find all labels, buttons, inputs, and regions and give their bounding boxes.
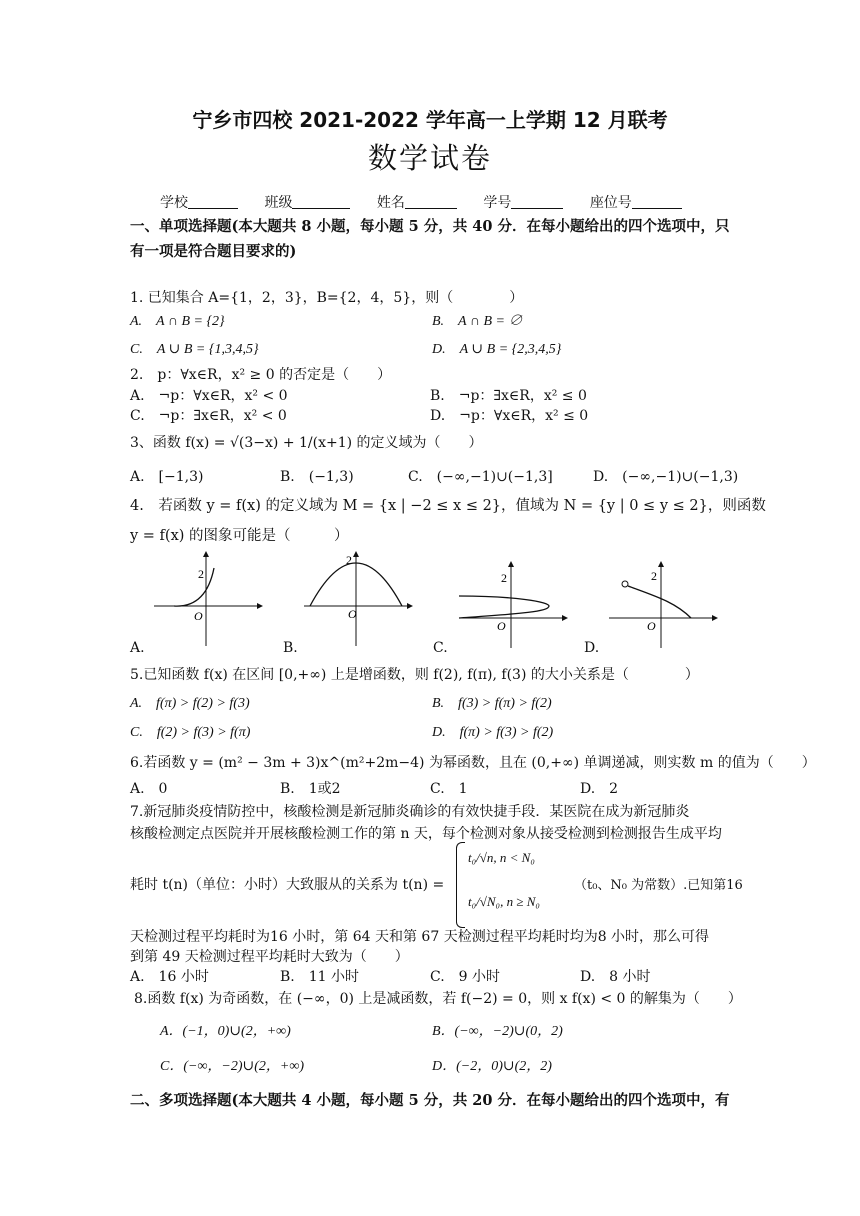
graph-a-tick: 2 xyxy=(198,567,204,581)
q7-line5: 到第 49 天检测过程平均耗时大致为（ ） xyxy=(130,949,409,965)
q6-option-b[interactable]: B. 1或2 xyxy=(280,781,341,797)
exam-title: 宁乡市四校 2021-2022 学年高一上学期 12 月联考 xyxy=(192,108,668,132)
q6-option-a[interactable]: A. 0 xyxy=(130,781,168,797)
graph-a-origin: O xyxy=(194,609,203,623)
q2-option-b[interactable]: B. ¬p：∃x∈R，x² ≤ 0 xyxy=(430,388,587,404)
q7-option-d[interactable]: D. 8 小时 xyxy=(580,969,651,985)
q3-option-b[interactable]: B. (−1,3) xyxy=(280,469,354,485)
q8-option-b[interactable]: B．(−∞，−2)∪(0，2) xyxy=(432,1024,563,1039)
info-label-class: 班级 xyxy=(264,195,293,211)
q6-stem: 6.若函数 y = (m² − 3m + 3)x^(m²+2m−4) 为幂函数，且在 (0,+∞) 单调递减，则实数 m 的值为（ ） xyxy=(130,755,816,771)
student-info-row xyxy=(160,192,704,212)
q4-stem: 4. 若函数 y = f(x) 的定义域为 M = {x | −2 ≤ x ≤ 2}，值域为 N = {y | 0 ≤ y ≤ 2}，则函数 xyxy=(130,498,766,514)
info-label-seat: 座位号 xyxy=(589,195,632,211)
graph-c-tick: 2 xyxy=(501,571,507,585)
q6-option-c[interactable]: C. 1 xyxy=(430,781,468,797)
q4-option-b[interactable]: B. xyxy=(283,640,298,656)
q3-option-c[interactable]: C. (−∞,−1)∪(−1,3] xyxy=(408,469,553,485)
q7-case2: t₀/√N₀, n ≥ N₀ xyxy=(468,894,540,909)
graph-c-origin: O xyxy=(497,619,506,633)
school-field[interactable] xyxy=(188,194,238,209)
exam-subtitle: 数学试卷 xyxy=(367,141,492,175)
graph-d-tick: 2 xyxy=(651,569,657,583)
q1-option-d[interactable]: D. A ∪ B = {2,3,4,5} xyxy=(432,342,562,357)
q7-option-a[interactable]: A. 16 小时 xyxy=(130,969,209,985)
q7-line2: 核酸检测定点医院并开展核酸检测工作的第 n 天，每个检测对象从接受检测到检测报告生成平均 xyxy=(130,826,722,842)
q3-stem: 3、函数 f(x) = √(3−x) + 1/(x+1) 的定义域为（ ） xyxy=(130,435,483,451)
q1-option-a[interactable]: A. A ∩ B = {2} xyxy=(130,314,225,329)
q4-graph-a[interactable] xyxy=(150,550,266,650)
info-label-school: 学校 xyxy=(160,195,188,211)
q7-line1: 7.新冠肺炎疫情防控中，核酸检测是新冠肺炎确诊的有效快捷手段．某医院在成为新冠肺炎 xyxy=(130,804,690,820)
q5-option-d[interactable]: D. f(π) > f(3) > f(2) xyxy=(432,725,554,740)
graph-b-tick: 2 xyxy=(346,553,352,567)
q4-graph-c[interactable] xyxy=(455,560,571,650)
q3-option-a[interactable]: A. [−1,3) xyxy=(130,469,204,485)
q7-line3-cont: （t₀、N₀ 为常数）.已知第16 xyxy=(574,878,743,893)
q7-option-b[interactable]: B. 11 小时 xyxy=(280,969,360,985)
q8-option-c[interactable]: C．(−∞，−2)∪(2，+∞) xyxy=(160,1059,305,1074)
q4-option-c[interactable]: C. xyxy=(433,640,448,656)
q3-option-d[interactable]: D. (−∞,−1)∪(−1,3) xyxy=(593,469,739,485)
q7-line4: 天检测过程平均耗时为16 小时，第 64 天和第 67 天检测过程平均耗时均为8 小时，那么可得 xyxy=(130,929,710,945)
class-field[interactable] xyxy=(292,194,350,209)
q1-stem: 1. 已知集合 A={1，2，3}，B={2，4，5}，则（ ） xyxy=(130,290,524,306)
q8-option-d[interactable]: D．(−2，0)∪(2，2) xyxy=(432,1059,552,1074)
q4-option-d[interactable]: D. xyxy=(584,640,600,656)
q2-stem: 2. p：∀x∈R，x² ≥ 0 的否定是（ ） xyxy=(130,367,392,383)
q5-option-c[interactable]: C. f(2) > f(3) > f(π) xyxy=(130,725,251,740)
q5-option-b[interactable]: B. f(3) > f(π) > f(2) xyxy=(432,696,552,711)
q7-case1: t₀/√n, n < N₀ xyxy=(468,850,535,865)
q8-stem: 8.函数 f(x) 为奇函数，在 (−∞，0) 上是减函数，若 f(−2) = 0，则 x f(x) < 0 的解集为（ ） xyxy=(134,991,742,1007)
q7-option-c[interactable]: C. 9 小时 xyxy=(430,969,501,985)
q8-option-a[interactable]: A．(−1，0)∪(2，+∞) xyxy=(160,1024,291,1039)
id-field[interactable] xyxy=(511,194,563,209)
info-label-name: 姓名 xyxy=(376,195,405,211)
q7-brace xyxy=(456,842,465,928)
q2-option-d[interactable]: D. ¬p：∀x∈R，x² ≤ 0 xyxy=(430,408,589,424)
q4-graph-b[interactable] xyxy=(300,550,416,650)
q2-option-a[interactable]: A. ¬p：∀x∈R，x² < 0 xyxy=(130,388,288,404)
q5-option-a[interactable]: A. f(π) > f(2) > f(3) xyxy=(130,696,250,711)
q2-option-c[interactable]: C. ¬p：∃x∈R，x² < 0 xyxy=(130,408,287,424)
q5-stem: 5.已知函数 f(x) 在区间 [0,+∞) 上是增函数，则 f(2), f(π), f(3) 的大小关系是（ ） xyxy=(130,667,699,683)
q6-option-d[interactable]: D. 2 xyxy=(580,781,619,797)
name-field[interactable] xyxy=(405,194,457,209)
section1-heading: 一、单项选择题(本大题共 8 小题，每小题 5 分，共 40 分．在每小题给出的四个选项中，只 xyxy=(130,218,730,235)
section1-heading-cont: 有一项是符合题目要求的) xyxy=(130,243,297,260)
graph-d-origin: O xyxy=(647,619,656,633)
q7-line3: 耗时 t(n)（单位：小时）大致服从的关系为 t(n) = xyxy=(130,877,445,893)
section2-heading: 二、多项选择题(本大题共 4 小题，每小题 5 分，共 20 分．在每小题给出的四个选项中，有 xyxy=(130,1092,730,1109)
q4-graph-d[interactable] xyxy=(605,560,721,650)
q1-option-b[interactable]: B. A ∩ B = ∅ xyxy=(432,314,523,329)
seat-field[interactable] xyxy=(632,194,682,209)
q4-stem-cont: y = f(x) 的图象可能是（ ） xyxy=(130,528,349,544)
info-label-id: 学号 xyxy=(483,195,512,211)
graph-b-origin: O xyxy=(348,607,357,621)
q4-option-a[interactable]: A. xyxy=(130,640,145,656)
q1-option-c[interactable]: C. A ∪ B = {1,3,4,5} xyxy=(130,342,259,357)
